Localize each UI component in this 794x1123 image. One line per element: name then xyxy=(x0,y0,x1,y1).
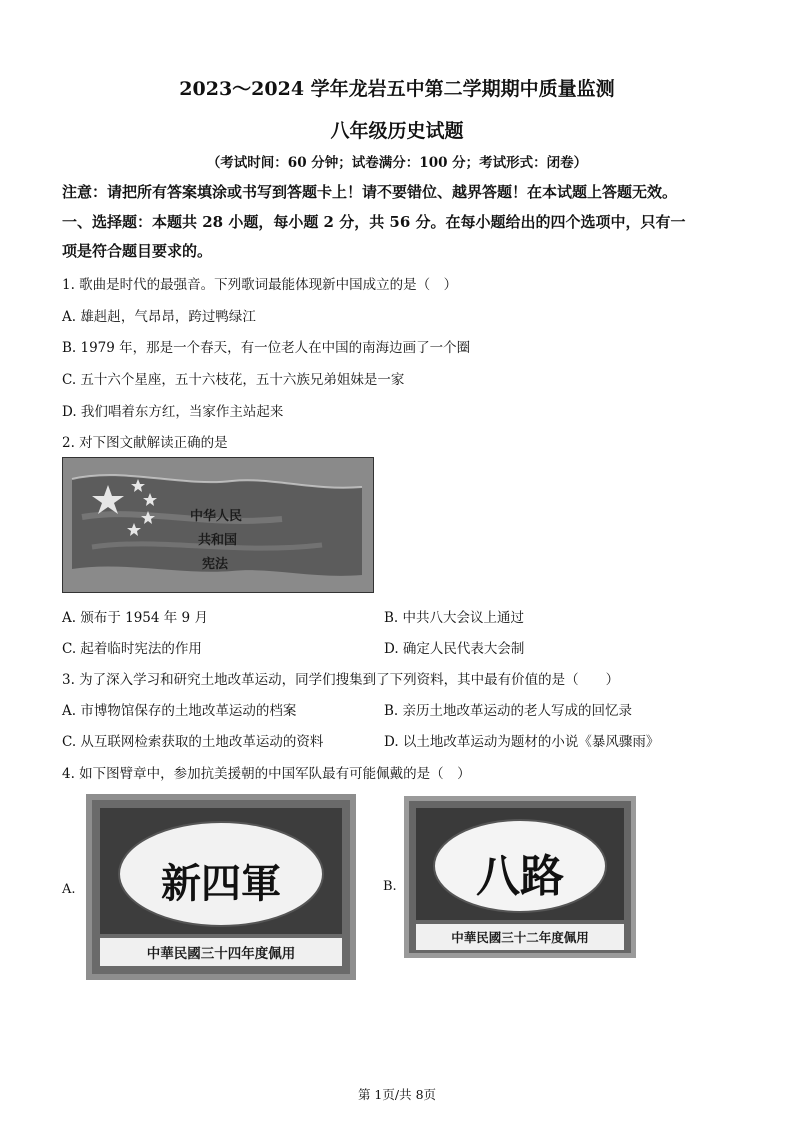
section-heading-line1: 一、选择题：本题共 28 小题，每小题 2 分，共 56 分。在每小题给出的四个选项中，只有一 xyxy=(62,213,686,231)
armband-eighth-route-army xyxy=(404,796,636,958)
flag-illustration xyxy=(62,457,374,593)
question-4-option-b-letter: B. xyxy=(383,879,397,894)
question-1-stem: 1. 歌曲是时代的最强音。下列歌词最能体现新中国成立的是（ ） xyxy=(62,277,458,293)
question-3-option-d: D. 以土地改革运动为题材的小说《暴风骤雨》 xyxy=(384,734,660,750)
question-3-option-c: C. 从互联网检索获取的土地改革运动的资料 xyxy=(62,734,324,750)
armband-new-fourth-army xyxy=(86,794,356,980)
question-4-option-a-letter: A. xyxy=(62,882,76,897)
question-1-option-a: A. 雄赳赳，气昂昂，跨过鸭绿江 xyxy=(62,309,256,325)
question-2-option-a: A. 颁布于 1954 年 9 月 xyxy=(62,610,208,626)
question-3-option-b: B. 亲历土地改革运动的老人写成的回忆录 xyxy=(384,703,633,719)
armband-b-caption: 中華民國三十二年度佩用 xyxy=(451,930,589,945)
question-2-option-b: B. 中共八大会议上通过 xyxy=(384,610,525,626)
question-4-stem: 4. 如下图臂章中，参加抗美援朝的中国军队最有可能佩戴的是（ ） xyxy=(62,766,471,782)
question-2-option-d: D. 确定人民代表大会制 xyxy=(384,641,525,657)
armband-b-main-text: 八路 xyxy=(476,851,564,902)
question-3-option-a: A. 市博物馆保存的土地改革运动的档案 xyxy=(62,703,297,719)
section-heading-line2: 项是符合题目要求的。 xyxy=(62,242,213,260)
figure-text-line-1: 中华人民 xyxy=(190,509,243,524)
question-3-stem: 3. 为了深入学习和研究土地改革运动，同学们搜集到了下列资料，其中最有价值的是（ ） xyxy=(62,672,620,688)
constitution-flag-photo xyxy=(62,457,374,593)
page-number-footer: 第 1页/共 8页 xyxy=(357,1087,437,1102)
armband-a-caption: 中華民國三十四年度佩用 xyxy=(146,946,296,962)
notice: 注意：请把所有答案填涂或书写到答题卡上！请不要错位、越界答题！在本试题上答题无效。 xyxy=(62,183,678,201)
question-2-stem: 2. 对下图文献解读正确的是 xyxy=(62,435,228,451)
question-1-option-d: D. 我们唱着东方红，当家作主站起来 xyxy=(62,404,284,420)
figure-text-line-2: 共和国 xyxy=(198,533,238,548)
figure-text-line-3: 宪法 xyxy=(202,557,229,572)
question-2-option-c: C. 起着临时宪法的作用 xyxy=(62,641,202,657)
exam-info: （考试时间：60 分钟；试卷满分：100 分；考试形式：闭卷） xyxy=(206,155,588,171)
exam-subtitle: 八年级历史试题 xyxy=(330,120,464,142)
armband-a-main-text: 新四軍 xyxy=(161,860,281,907)
exam-title: 2023～2024 学年龙岩五中第二学期期中质量监测 xyxy=(179,78,615,100)
question-1-option-c: C. 五十六个星座，五十六枝花，五十六族兄弟姐妹是一家 xyxy=(62,372,405,388)
question-1-option-b: B. 1979 年，那是一个春天，有一位老人在中国的南海边画了一个圈 xyxy=(62,340,471,356)
